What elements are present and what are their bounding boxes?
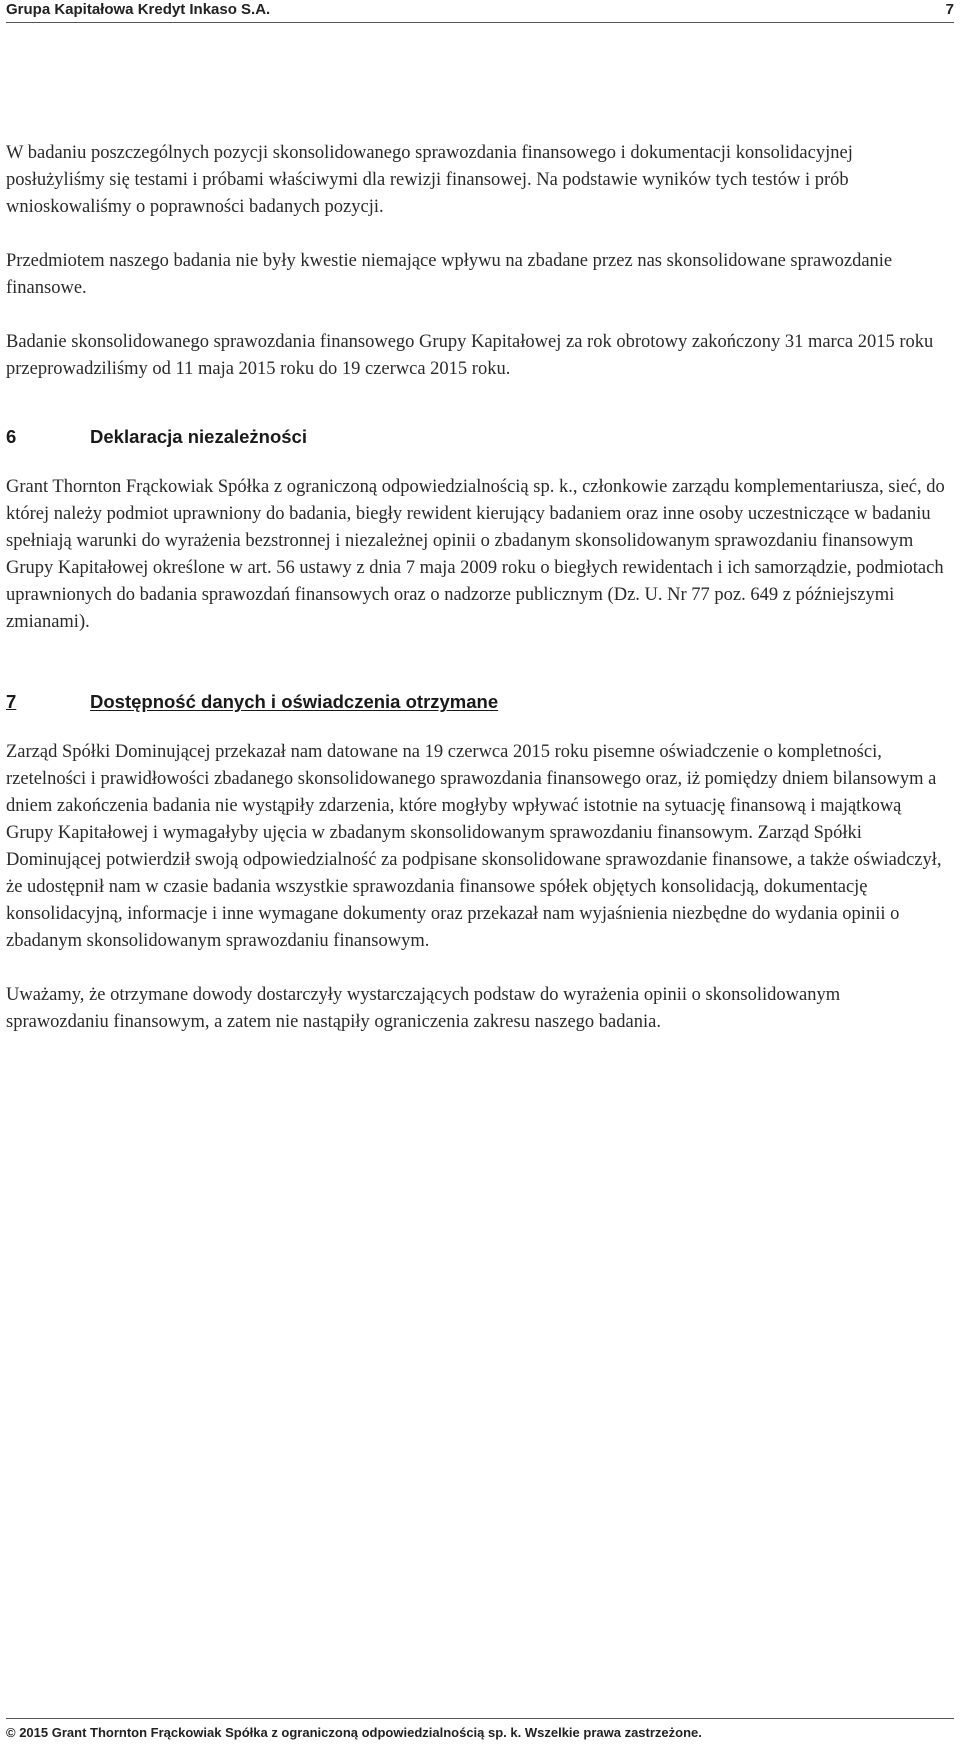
footer-copyright: © 2015 Grant Thornton Frąckowiak Spółka z ograniczoną odpowiedzialnością sp. k. Wszelkie prawa zastrzeżone. <box>6 1725 702 1740</box>
document-body <box>6 140 946 1036</box>
paragraph-audit-evidence: Uważamy, że otrzymane dowody dostarczyły wystarczających podstaw do wyrażenia opinii o skonsolidowanym sprawozdaniu finansowym, a zatem nie nastąpiły ograniczenia zakresu naszego badania. <box>6 985 841 1032</box>
section-7-title: Dostępność danych i oświadczenia otrzymane <box>90 691 499 712</box>
section-7-heading <box>6 688 946 715</box>
paragraph-independence-declaration: Grant Thornton Frąckowiak Spółka z ograniczoną odpowiedzialnością sp. k., członkowie zarządu komplementariusza, sieć, do której należy podmiot uprawniony do badania, biegły rewident kierujący badaniem oraz inne osoby uczestniczące w badaniu spełniają warunki do wyrażenia bezstronnej i niezależnej opinii o zbadanym skonsolidowanym sprawozdaniu finansowym Grupy Kapitałowej określone w art. 56 ustawy z dnia 7 maja 2009 roku o biegłych rewidentach i ich samorządzie, podmiotach uprawnionych do badania sprawozdań finansowych oraz o nadzorze publicznym (Dz. U. Nr 77 poz. 649 z późniejszymi zmianami). <box>6 477 945 632</box>
section-6-title: Deklaracja niezależności <box>90 426 307 447</box>
section-6-number: 6 <box>6 426 17 447</box>
paragraph-audit-scope: Przedmiotem naszego badania nie były kwestie niemające wpływu na zbadane przez nas skonsolidowane sprawozdanie finansowe. <box>6 251 893 298</box>
page-number: 7 <box>945 1 954 18</box>
page-footer <box>6 1718 954 1740</box>
paragraph-audit-period: Badanie skonsolidowanego sprawozdania finansowego Grupy Kapitałowej za rok obrotowy zakończony 31 marca 2015 roku przeprowadziliśmy od 11 maja 2015 roku do 19 czerwca 2015 roku. <box>6 332 934 379</box>
section-7-number: 7 <box>6 691 17 712</box>
header-company-name: Grupa Kapitałowa Kredyt Inkaso S.A. <box>6 1 271 18</box>
paragraph-testing-methods: W badaniu poszczególnych pozycji skonsolidowanego sprawozdania finansowego i dokumentacji konsolidacyjnej posłużyliśmy się testami i próbami właściwymi dla rewizji finansowej. Na podstawie wyników tych testów i prób wnioskowaliśmy o poprawności badanych pozycji. <box>6 143 853 217</box>
page-header <box>6 0 954 23</box>
paragraph-management-representations: Zarząd Spółki Dominującej przekazał nam datowane na 19 czerwca 2015 roku pisemne oświadczenie o kompletności, rzetelności i prawidłowości zbadanego skonsolidowanego sprawozdania finansowego oraz, iż pomiędzy dniem bilansowym a dniem zakończenia badania nie wystąpiły zdarzenia, które mogłyby wpływać istotnie na sytuację finansową i majątkową Grupy Kapitałowej i wymagałyby ujęcia w zbadanym skonsolidowanym sprawozdaniu finansowym. Zarząd Spółki Dominującej potwierdził swoją odpowiedzialność za podpisane skonsolidowane sprawozdanie finansowe, a także oświadczył, że udostępnił nam w czasie badania wszystkie sprawozdania finansowe spółek objętych konsolidacją, dokumentację konsolidacyjną, informacje i inne wymagane dokumenty oraz przekazał nam wyjaśnienia niezbędne do wydania opinii o zbadanym skonsolidowanym sprawozdaniu finansowym. <box>6 742 942 951</box>
section-6-heading <box>6 423 946 450</box>
